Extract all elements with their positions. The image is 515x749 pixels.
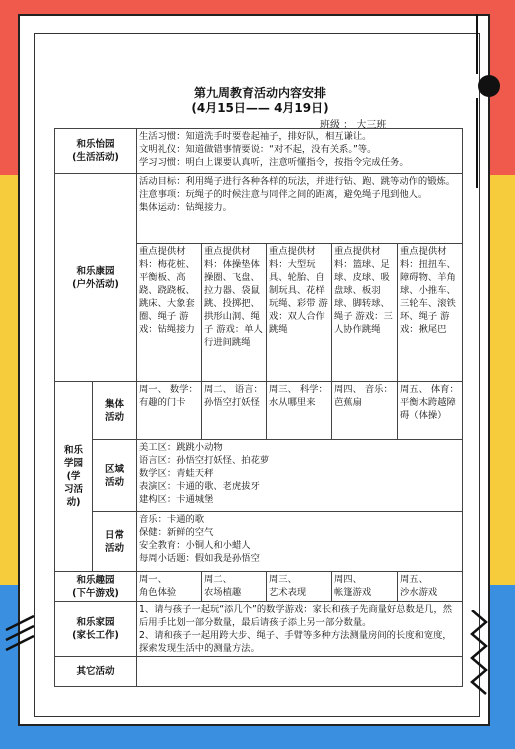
group-day-4: 周四、 音乐：芭蕉扇 (332, 382, 398, 440)
daily-content: 音乐：卡通的歌 保健：新鲜的空气 安全教育：小铜人和小蜡人 每周小话题：假如我是孙悟空 (137, 512, 463, 572)
row-other (55, 657, 463, 687)
decorative-line (476, 14, 478, 74)
row-family (55, 602, 463, 657)
slash-marks-icon (4, 600, 44, 660)
title-line-1: 第九周教育活动内容安排 (193, 86, 326, 100)
group-day-1: 周一、 数学：有趣的门卡 (137, 382, 202, 440)
category-learning: 和乐 学园 (学 习活 动) (55, 382, 93, 572)
group-day-5: 周五、 体育：平衡木跨越障碍（体操） (398, 382, 463, 440)
area-content: 美工区：跳跳小动物 语言区：孙悟空打妖怪、拍花萝 数学区：青蛙天秤 表演区：卡通的歌、老虎拔牙 建构区：卡通城堡 (137, 440, 463, 512)
outdoor-day-5: 重点提供材料：扭扭车、障碍物、羊角球、小推车、三轮车、滚铁环、绳子 游戏：揪尾巴 (398, 244, 463, 382)
games-day-4: 周四、 帐篷游戏 (332, 572, 398, 602)
category-family: 和乐家园 (家长工作) (55, 602, 137, 657)
schedule-table (54, 128, 463, 687)
row-games (55, 572, 463, 602)
class-label: 班级 ： 大三班 (320, 120, 387, 131)
sub-group-activity: 集体 活动 (93, 382, 137, 440)
decorative-dot-icon (478, 75, 500, 97)
family-content: 1、请与孩子一起玩“添几个”的数学游戏：家长和孩子先商量好总数是几，然后用手比划一部分数量，最后请孩子添上另一部分数量。 2、请和孩子一起用跨大步、绳子、手臂等多种方法测量房间的长度和宽度，探索发现生活中的测量方法。 (137, 602, 463, 657)
sub-daily-activity: 日常 活动 (93, 512, 137, 572)
life-content: 生活习惯：知道洗手时要卷起袖子，排好队，相互谦让。 文明礼仪：知道做错事情要说：“对不起，没有关系。”等。 学习习惯：明白上课要认真听，注意听懂指令，按指令完成任务。 (137, 129, 463, 174)
games-day-3: 周三、 艺术表现 (267, 572, 332, 602)
outdoor-day-2: 重点提供材料：体操垫体操圈、飞盘、拉力器、袋鼠跳、投掷把、拱形山洞、绳子 游戏：单人行进间跳绳 (202, 244, 267, 382)
games-day-2: 周二、 农场植趣 (202, 572, 267, 602)
outdoor-day-3: 重点提供材料：大型玩具、轮胎、自制玩具、花样玩绳、彩带 游戏：双人合作跳绳 (267, 244, 332, 382)
category-life: 和乐怡园 (生活活动) (55, 129, 137, 174)
games-day-1: 周一、 角色体验 (137, 572, 202, 602)
category-other: 其它活动 (55, 657, 137, 687)
row-life (55, 129, 463, 174)
row-outdoor-goals (55, 174, 463, 244)
row-learning-area (55, 440, 463, 512)
sub-area-activity: 区域 活动 (93, 440, 137, 512)
outdoor-day-1: 重点提供材料：梅花桩、平衡板、高跷、跷跷板、跳床、大象套圈、绳子 游戏：钻绳接力 (137, 244, 202, 382)
outdoor-day-4: 重点提供材料：篮球、足球、皮球、吸盘球、板羽球、脚转球、绳子 游戏：三人协作跳绳 (332, 244, 398, 382)
category-outdoor: 和乐康园 (户外活动) (55, 174, 137, 382)
row-learning-daily (55, 512, 463, 572)
row-learning-group (55, 382, 463, 440)
other-content (137, 657, 463, 687)
games-day-5: 周五、 沙水游戏 (398, 572, 463, 602)
title-line-2: (4月15日—— 4月19日) (191, 101, 329, 115)
group-day-3: 周三、 科学：水从哪里来 (267, 382, 332, 440)
page-title (40, 86, 480, 116)
category-games: 和乐趣园 (下午游戏) (55, 572, 137, 602)
outdoor-goals: 活动目标：利用绳子进行各种各样的玩法，并进行钻、跑、跳等动作的锻炼。 注意事项：玩绳子的时候注意与同伴之间的距离，避免绳子甩到他人。 集体运动：钻绳接力。 (137, 174, 463, 244)
group-day-2: 周二、 语言：孙悟空打妖怪 (202, 382, 267, 440)
zigzag-icon (462, 610, 502, 710)
